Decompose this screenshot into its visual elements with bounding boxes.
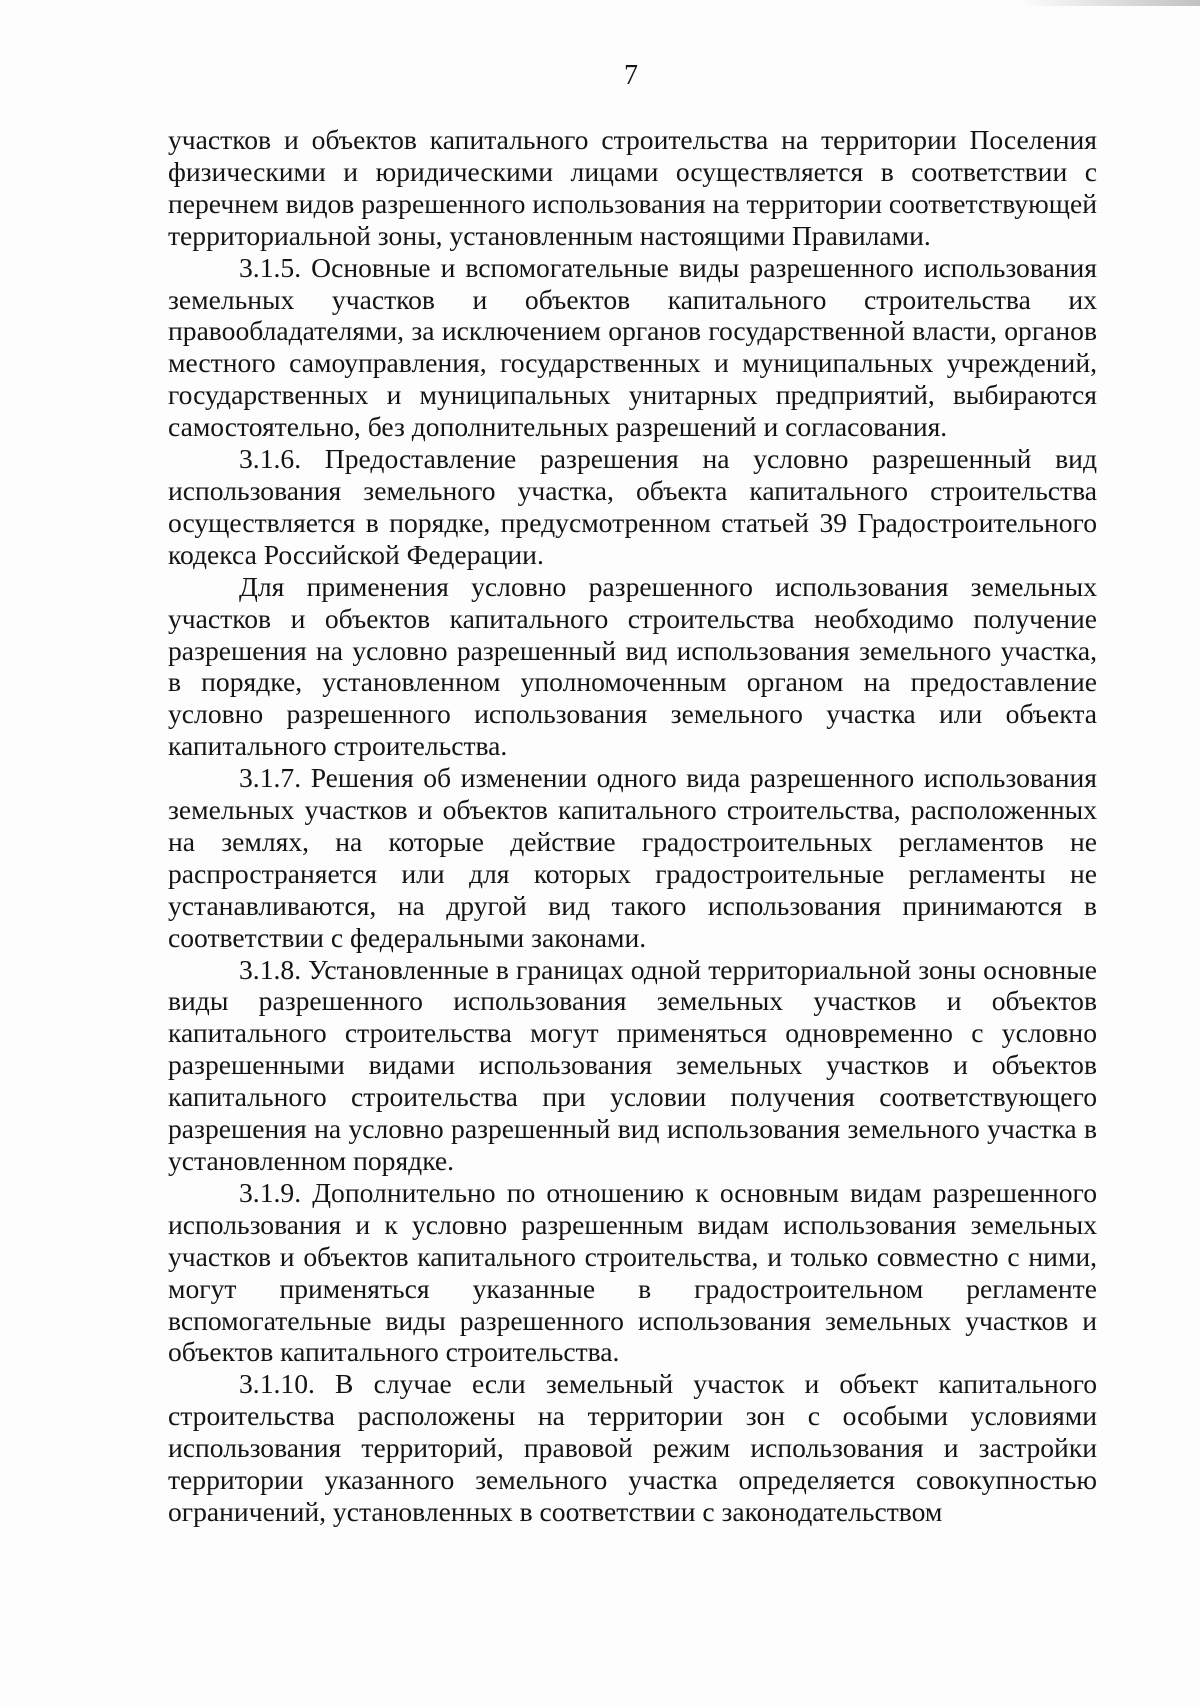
- paragraph-conditional-use: Для применения условно разрешенного использования земельных участков и объектов капитального строительства необходимо получение разрешения на условно разрешенный вид использования земельного участка, в порядке, установленном уполномоченным органом на предоставление условно разрешенного использования земельного участка или объекта капитального строительства.: [168, 570, 1097, 762]
- paragraph-continuation: участков и объектов капитального строительства на территории Поселения физическими и юридическими лицами осуществляется в соответствии с перечнем видов разрешенного использования на территории соответствующей территориальной зоны, установленным настоящими Правилами.: [168, 124, 1097, 251]
- paragraph-3-1-8: 3.1.8. Установленные в границах одной территориальной зоны основные виды разрешенного использования земельных участков и объектов капитального строительства могут применяться одновременно с условно разрешенными видами использования земельных участков и объектов капитального строительства при условии получения соответствующего разрешения на условно разрешенный вид использования земельного участка в установленном порядке.: [168, 953, 1097, 1176]
- paragraph-3-1-10: 3.1.10. В случае если земельный участок и объект капитального строительства расположены на территории зон с особыми условиями использования территорий, правовой режим использования и застройки территории указанного земельного участка определяется совокупностью ограничений, установленных в соответствии с законодательством: [168, 1368, 1097, 1527]
- scan-edge-artifact: [1020, 0, 1200, 6]
- document-body: [168, 124, 1097, 1528]
- paragraph-3-1-5: 3.1.5. Основные и вспомогательные виды разрешенного использования земельных участков и объектов капитального строительства их правообладателями, за исключением органов государственной власти, органов местного самоуправления, государственных и муниципальных учреждений, государственных и муниципальных унитарных предприятий, выбираются самостоятельно, без дополнительных разрешений и согласования.: [168, 251, 1097, 443]
- paragraph-3-1-9: 3.1.9. Дополнительно по отношению к основным видам разрешенного использования и к условно разрешенным видам использования земельных участков и объектов капитального строительства, и только совместно с ними, могут применяться указанные в градостроительном регламенте вспомогательные виды разрешенного использования земельных участков и объектов капитального строительства.: [168, 1176, 1097, 1368]
- paragraph-3-1-7: 3.1.7. Решения об изменении одного вида разрешенного использования земельных участков и объектов капитального строительства, расположенных на землях, на которые действие градостроительных регламентов не распространяется или для которых градостроительные регламенты не устанавливаются, на другой вид такого использования принимаются в соответствии с федеральными законами.: [168, 762, 1097, 953]
- paragraph-3-1-6: 3.1.6. Предоставление разрешения на условно разрешенный вид использования земельного участка, объекта капитального строительства осуществляется в порядке, предусмотренном статьей 39 Градостроительного кодекса Российской Федерации.: [168, 443, 1097, 570]
- page-number: 7: [624, 60, 638, 91]
